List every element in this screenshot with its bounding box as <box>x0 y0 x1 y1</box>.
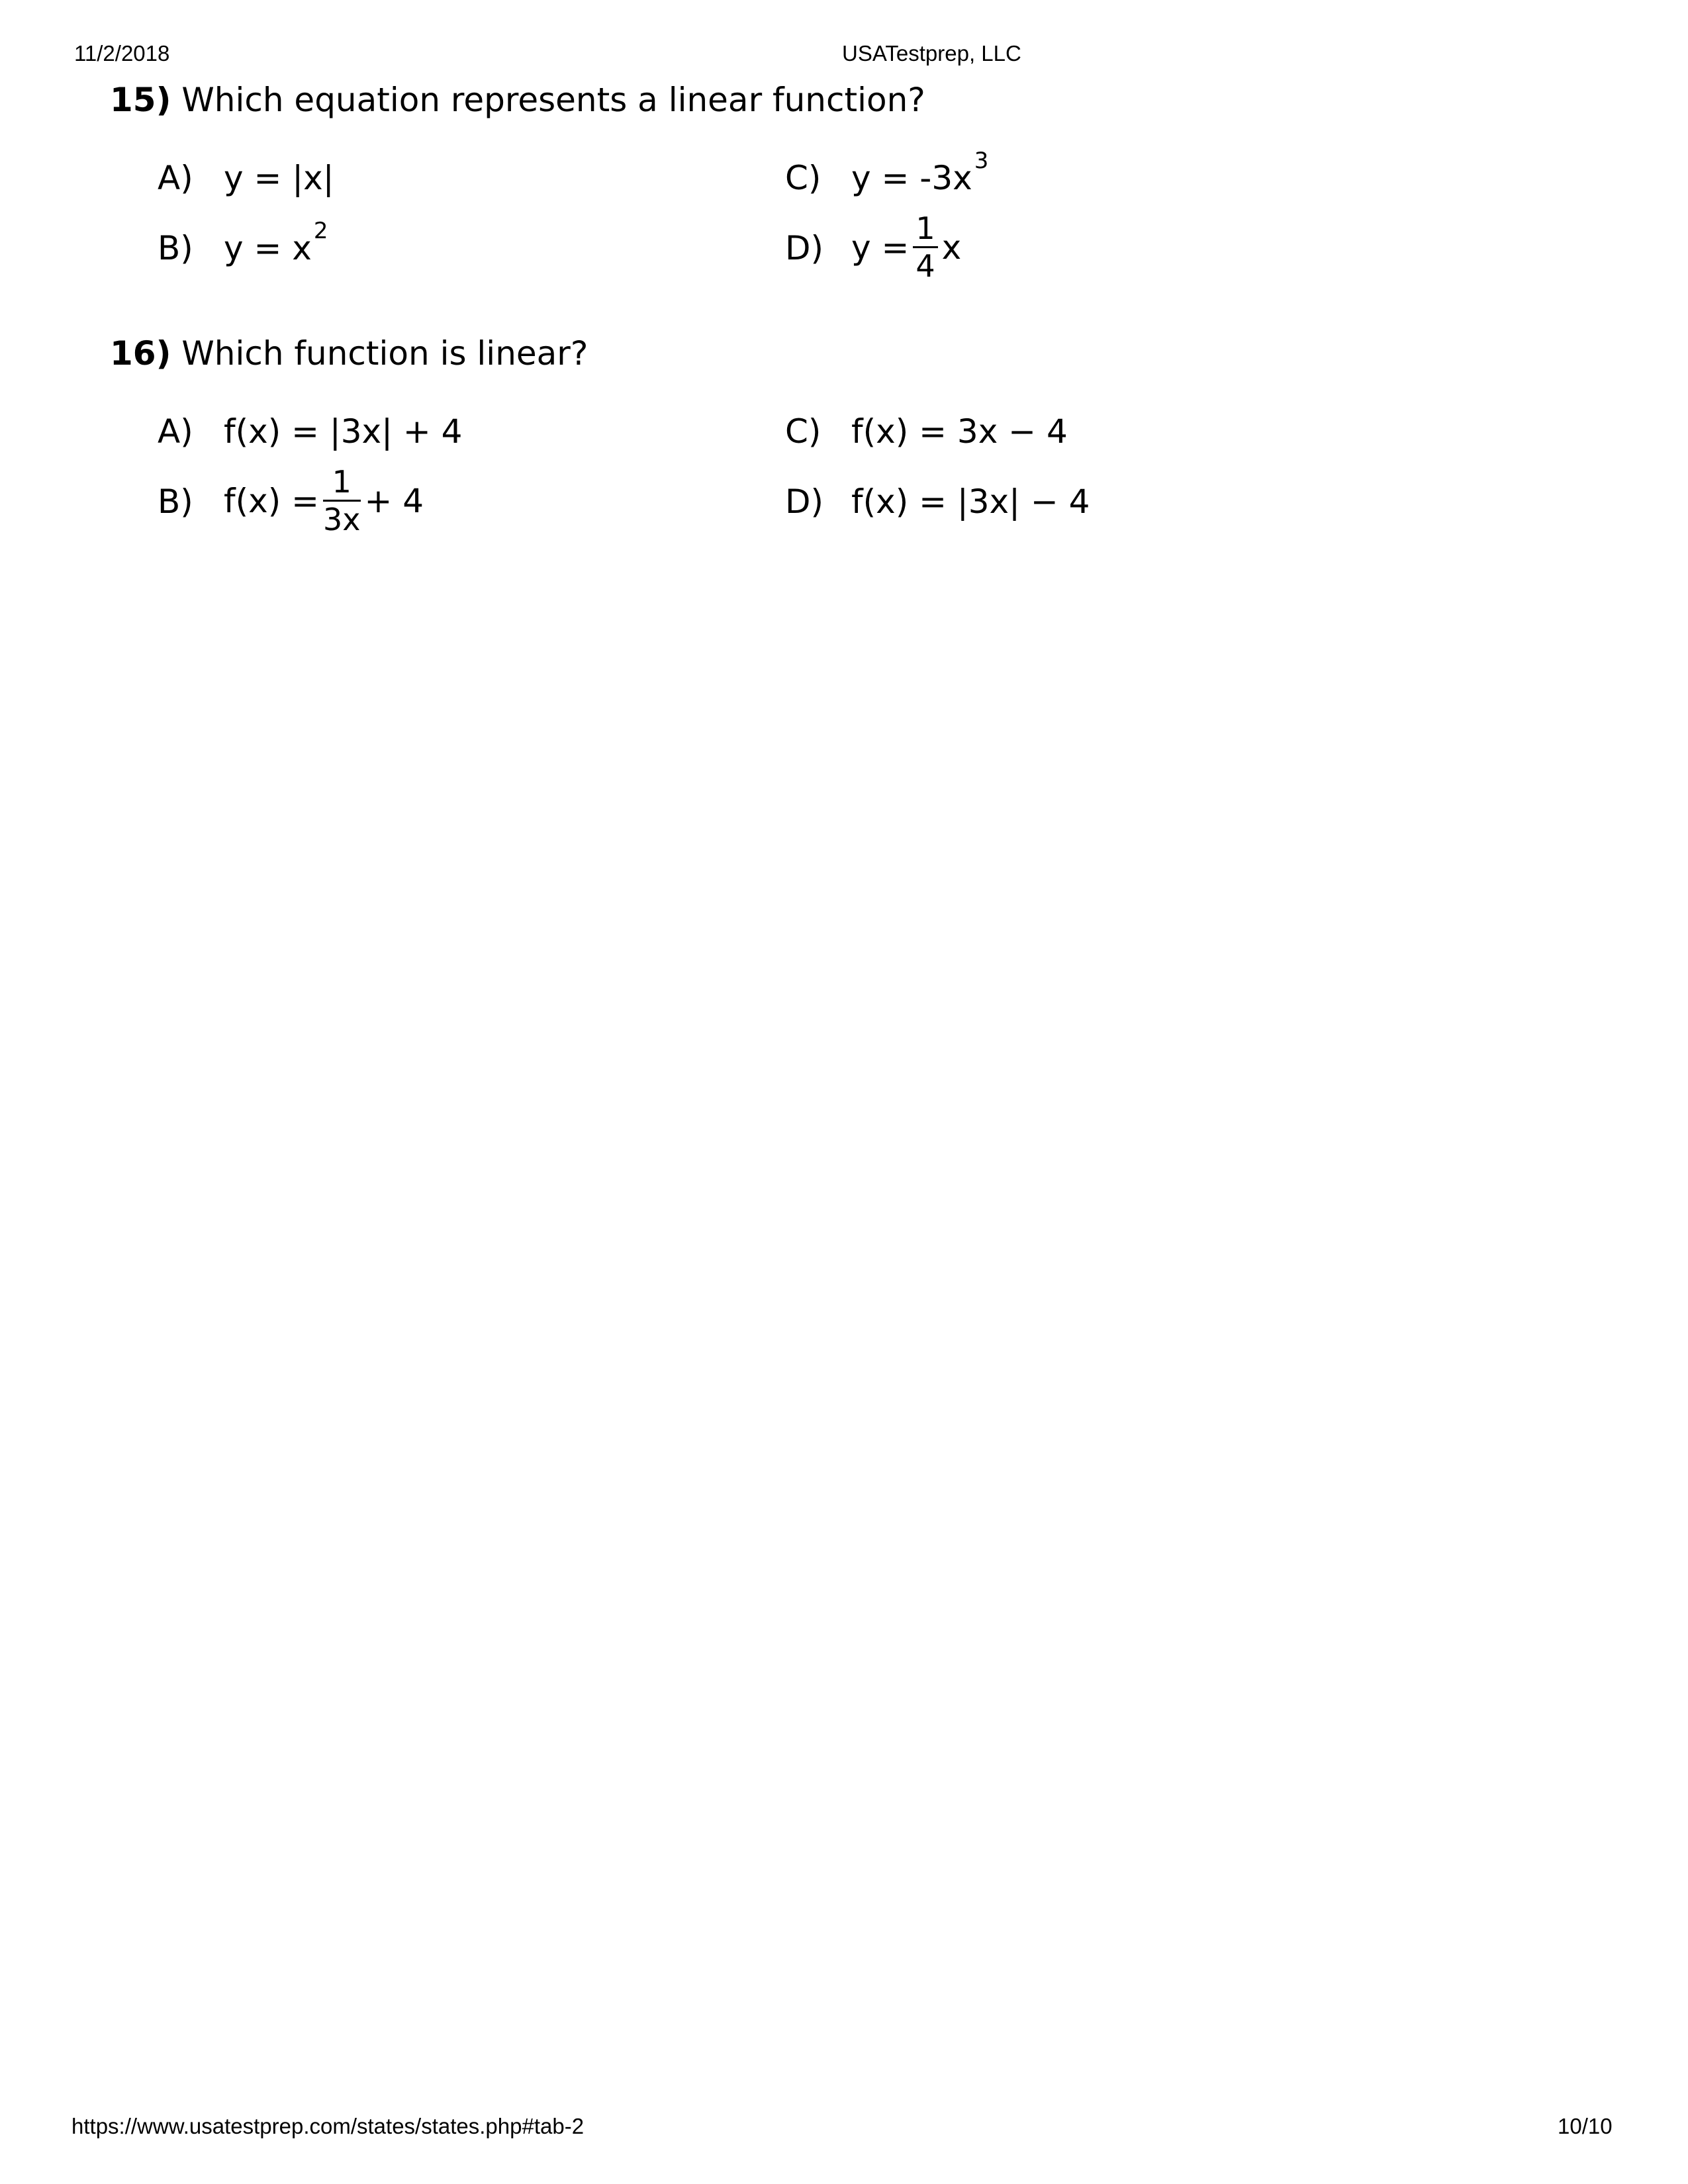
footer-page-number: 10/10 <box>1558 2114 1613 2138</box>
option-letter: D) <box>785 229 824 267</box>
question-16 <box>110 334 588 373</box>
option-expression: f(x) = |3x| + 4 <box>224 412 463 451</box>
option-expression <box>851 210 962 284</box>
option-letter: D) <box>785 482 824 521</box>
footer-url[interactable]: https://www.usatestprep.com/states/states.php#tab-2 <box>71 2114 585 2138</box>
option-exponent: 2 <box>313 218 328 244</box>
option-expression <box>851 148 989 197</box>
question-16-text: Which function is linear? <box>181 334 588 373</box>
option-letter: C) <box>785 159 821 197</box>
fraction <box>323 464 361 537</box>
fraction-numerator: 1 <box>915 210 935 246</box>
question-16-number: 16) <box>110 334 171 373</box>
option-letter: B) <box>158 229 193 267</box>
question-15 <box>110 81 925 119</box>
fraction-denominator: 3x <box>323 502 361 537</box>
header-site-name: USATestprep, LLC <box>842 41 1021 66</box>
option-letter: B) <box>158 482 193 521</box>
option-expression-base: y = -3x <box>851 159 972 197</box>
question-15-title <box>110 81 925 119</box>
fraction <box>913 210 937 284</box>
option-expression-base: y = x <box>224 229 312 267</box>
question-15-number: 15) <box>110 81 171 119</box>
option-expression-suffix: + 4 <box>364 481 424 520</box>
option-expression: f(x) = 3x − 4 <box>851 412 1068 451</box>
option-expression-suffix: x <box>941 228 962 267</box>
option-expression <box>224 218 328 267</box>
header-date: 11/2/2018 <box>74 41 170 66</box>
option-expression-prefix: f(x) = <box>224 481 319 520</box>
fraction-denominator: 4 <box>915 248 935 284</box>
fraction-numerator: 1 <box>332 464 352 500</box>
question-15-text: Which equation represents a linear function? <box>181 81 925 119</box>
question-16-title <box>110 334 588 373</box>
option-expression <box>224 464 424 537</box>
option-letter: A) <box>158 159 193 197</box>
option-expression-prefix: y = <box>851 228 910 267</box>
option-letter: A) <box>158 412 193 451</box>
option-exponent: 3 <box>974 148 989 174</box>
option-expression: f(x) = |3x| − 4 <box>851 482 1090 521</box>
option-expression: y = |x| <box>224 159 334 197</box>
option-letter: C) <box>785 412 821 451</box>
